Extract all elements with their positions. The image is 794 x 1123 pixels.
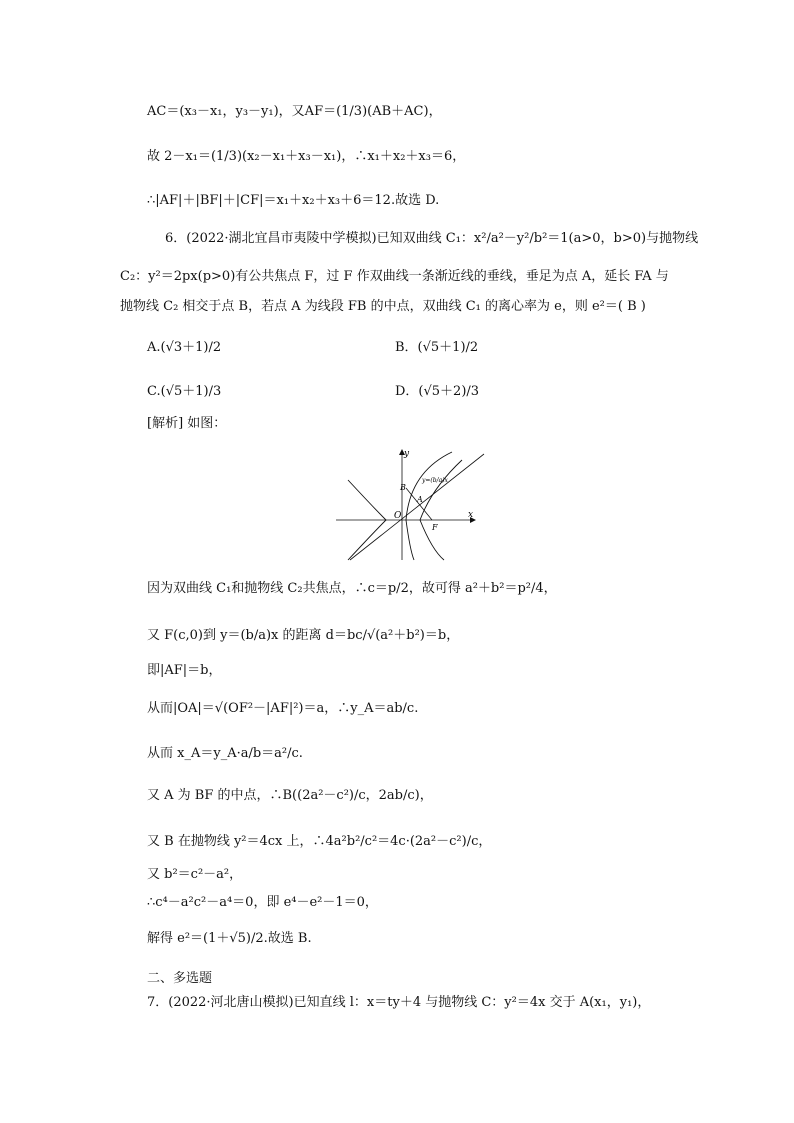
question-6-line-1: 6．(2022·湖北宜昌市夷陵中学模拟)已知双曲线 C₁：x²/a²－y²/b²＝1(a>0，b>0)与抛物线 (165, 231, 699, 246)
label-origin: O (394, 511, 402, 521)
solution-line-1: 因为双曲线 C₁和抛物线 C₂共焦点，∴c＝p/2，故可得 a²＋b²＝p²/4， (147, 581, 557, 596)
label-asymptote: y=(b/a)x (422, 477, 448, 484)
solution-line-5: 从而 x_A＝y_A·a/b＝a²/c. (147, 746, 303, 761)
solution-line-10: 解得 e²＝(1＋√5)/2.故选 B. (147, 931, 312, 946)
option-a: A.(√3＋1)/2 (147, 340, 222, 355)
asymptote-line (350, 454, 484, 560)
label-f: F (432, 523, 438, 532)
solution-line-4: 从而|OA|＝√(OF²－|AF|²)＝a，∴y_A＝ab/c. (147, 701, 419, 716)
solution-line-9: ∴c⁴－a²c²－a⁴＝0，即 e⁴－e²－1＝0， (147, 895, 378, 910)
line-3: ∴|AF|＋|BF|＋|CF|＝x₁＋x₂＋x₃＋6＝12.故选 D. (147, 193, 440, 208)
option-c: C.(√5＋1)/3 (147, 384, 222, 399)
label-b: B (400, 483, 406, 492)
question-6-line-2: C₂：y²＝2px(p>0)有公共焦点 F，过 F 作双曲线一条渐近线的垂线，垂足为点 A，延长 FA 与 (120, 269, 669, 284)
solution-line-8: 又 b²＝c²－a²， (147, 867, 243, 882)
question-7-line-1: 7．(2022·河北唐山模拟)已知直线 l：x＝ty＋4 与抛物线 C：y²＝4x 交于 A(x₁，y₁)， (147, 995, 651, 1010)
line-fb (406, 488, 432, 520)
parabola (406, 452, 452, 560)
solution-line-6: 又 A 为 BF 的中点，∴B((2a²－c²)/c，2ab/c)， (147, 788, 433, 803)
hyperbola-right-branch (420, 460, 462, 560)
solution-line-2: 又 F(c,0)到 y＝(b/a)x 的距离 d＝bc/√(a²＋b²)＝b， (147, 628, 460, 643)
question-6-line-3: 抛物线 C₂ 相交于点 B，若点 A 为线段 FB 的中点，双曲线 C₁ 的离心率为 e，则 e²＝( B ) (120, 299, 646, 314)
label-a: A (417, 495, 423, 504)
line-2: 故 2－x₁＝(1/3)(x₂－x₁＋x₃－x₁)，∴x₁＋x₂＋x₃＝6， (147, 149, 466, 164)
hyperbola-parabola-figure (334, 442, 494, 562)
label-x: x (468, 510, 474, 520)
solution-line-3: 即|AF|＝b， (147, 663, 222, 678)
option-d: D．(√5＋2)/3 (395, 384, 480, 399)
analysis-heading: [解析] 如图： (147, 416, 227, 431)
label-y: y (404, 449, 410, 459)
solution-line-7: 又 B 在抛物线 y²＝4cx 上，∴4a²b²/c²＝4c·(2a²－c²)/c， (147, 834, 492, 849)
option-b: B．(√5＋1)/2 (395, 340, 479, 355)
line-1: AC＝(x₃－x₁，y₃－y₁)，又AF＝(1/3)(AB＋AC)， (147, 104, 442, 119)
section-heading-multiple-choice: 二、多选题 (147, 971, 213, 986)
